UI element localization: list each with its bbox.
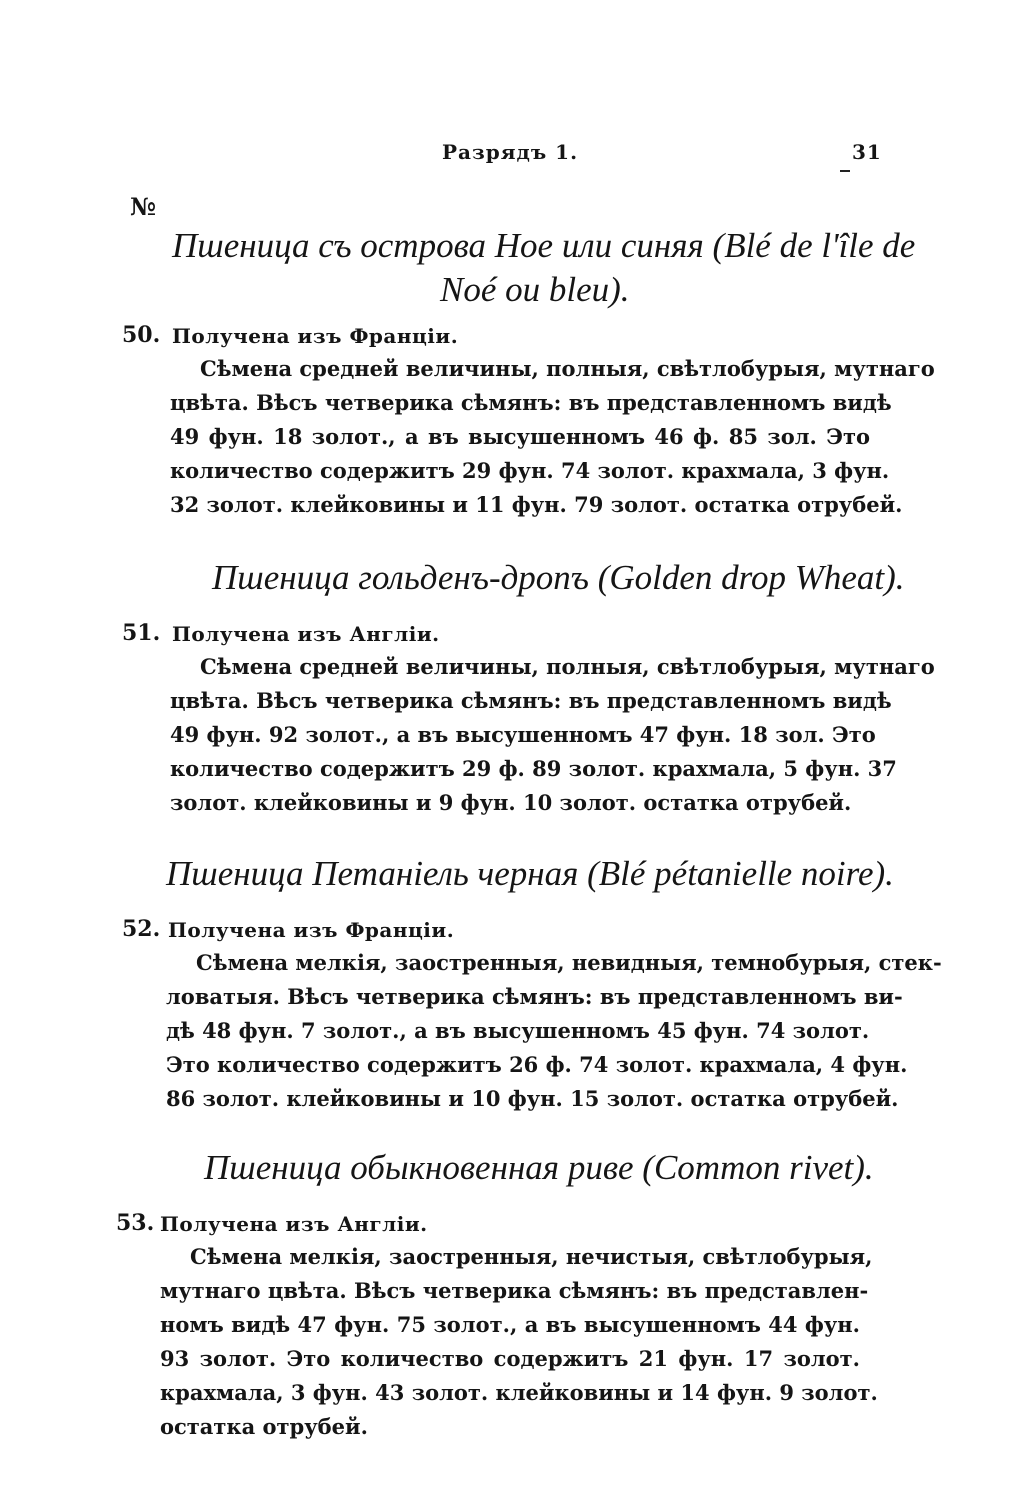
entry-52-line: Сѣмена мелкія, заостренныя, невидныя, темнобурыя, стек-: [196, 950, 942, 975]
number-sign-mark: №: [130, 192, 157, 221]
entry-53-line: мутнаго цвѣта. Вѣсъ четверика сѣмянъ: въ представлен-: [160, 1278, 869, 1303]
entry-51-line: количество содержитъ 29 ф. 89 золот. крахмала, 5 фун. 37: [170, 756, 897, 781]
entry-51-line: Сѣмена средней величины, полныя, свѣтлобурыя, мутнаго: [200, 654, 935, 679]
entry-52-line: ловатыя. Вѣсъ четверика сѣмянъ: въ представленномъ ви-: [166, 984, 903, 1009]
entry-50-line: 32 золот. клейковины и 11 фун. 79 золот. остатка отрубей.: [170, 492, 903, 517]
entry-52-line: дѣ 48 фун. 7 золот., а въ высушенномъ 45 фун. 74 золот.: [166, 1018, 870, 1043]
entry-50-origin: Получена изъ Франціи.: [172, 324, 459, 348]
entry-50-line: количество содержитъ 29 фун. 74 золот. крахмала, 3 фун.: [170, 458, 890, 483]
header-dash: [840, 170, 850, 172]
entry-53-line: остатка отрубей.: [160, 1414, 368, 1439]
entry-53-line: Сѣмена мелкія, заостренныя, нечистыя, свѣтлобурыя,: [190, 1244, 873, 1269]
entry-50-heading-line2: Noé ou bleu).: [440, 270, 630, 309]
entry-50-description: [170, 352, 935, 522]
entry-52-description: [166, 946, 942, 1116]
entry-50-line: 49 фун. 18 золот., а въ высушенномъ 46 ф. 85 зол. Это: [170, 424, 870, 449]
entry-53-line: номъ видѣ 47 фун. 75 золот., а въ высушенномъ 44 фун.: [160, 1312, 860, 1337]
entry-53-origin: Получена изъ Англіи.: [160, 1212, 428, 1236]
entry-51-line: цвѣта. Вѣсъ четверика сѣмянъ: въ представленномъ видѣ: [170, 688, 892, 713]
entry-52-line: Это количество содержитъ 26 ф. 74 золот. крахмала, 4 фун.: [166, 1052, 908, 1077]
entry-50-line: цвѣта. Вѣсъ четверика сѣмянъ: въ представленномъ видѣ: [170, 390, 892, 415]
entry-52-origin: Получена изъ Франціи.: [168, 918, 455, 942]
entry-51-line: 49 фун. 92 золот., а въ высушенномъ 47 фун. 18 зол. Это: [170, 722, 876, 747]
entry-53-number: 53.: [116, 1210, 155, 1236]
entry-53-description: [160, 1240, 878, 1444]
entry-52-number: 52.: [122, 916, 161, 942]
entry-51-line: золот. клейковины и 9 фун. 10 золот. остатка отрубей.: [170, 790, 852, 815]
entry-53-line: крахмала, 3 фун. 43 золот. клейковины и 14 фун. 9 золот.: [160, 1380, 878, 1405]
entry-51-heading: Пшеница гольденъ-дропъ (Golden drop Wheat).: [212, 558, 905, 597]
entry-51-description: [170, 650, 935, 820]
entry-50-heading-line1: Пшеница съ острова Ное или синяя (Blé de l'île de: [172, 226, 916, 265]
page-number: 31: [852, 140, 882, 164]
entry-52-line: 86 золот. клейковины и 10 фун. 15 золот. остатка отрубей.: [166, 1086, 899, 1111]
entry-53-line: 93 золот. Это количество содержитъ 21 фун. 17 золот.: [160, 1346, 860, 1371]
running-header-title: Разрядъ 1.: [442, 140, 579, 164]
entry-50-number: 50.: [122, 322, 161, 348]
entry-51-origin: Получена изъ Англіи.: [172, 622, 440, 646]
entry-52-heading: Пшеница Петаніель черная (Blé pétanielle noire).: [166, 854, 894, 893]
entry-50-line: Сѣмена средней величины, полныя, свѣтлобурыя, мутнаго: [200, 356, 935, 381]
entry-53-heading: Пшеница обыкновенная риве (Common rivet).: [204, 1148, 874, 1187]
entry-51-number: 51.: [122, 620, 161, 646]
